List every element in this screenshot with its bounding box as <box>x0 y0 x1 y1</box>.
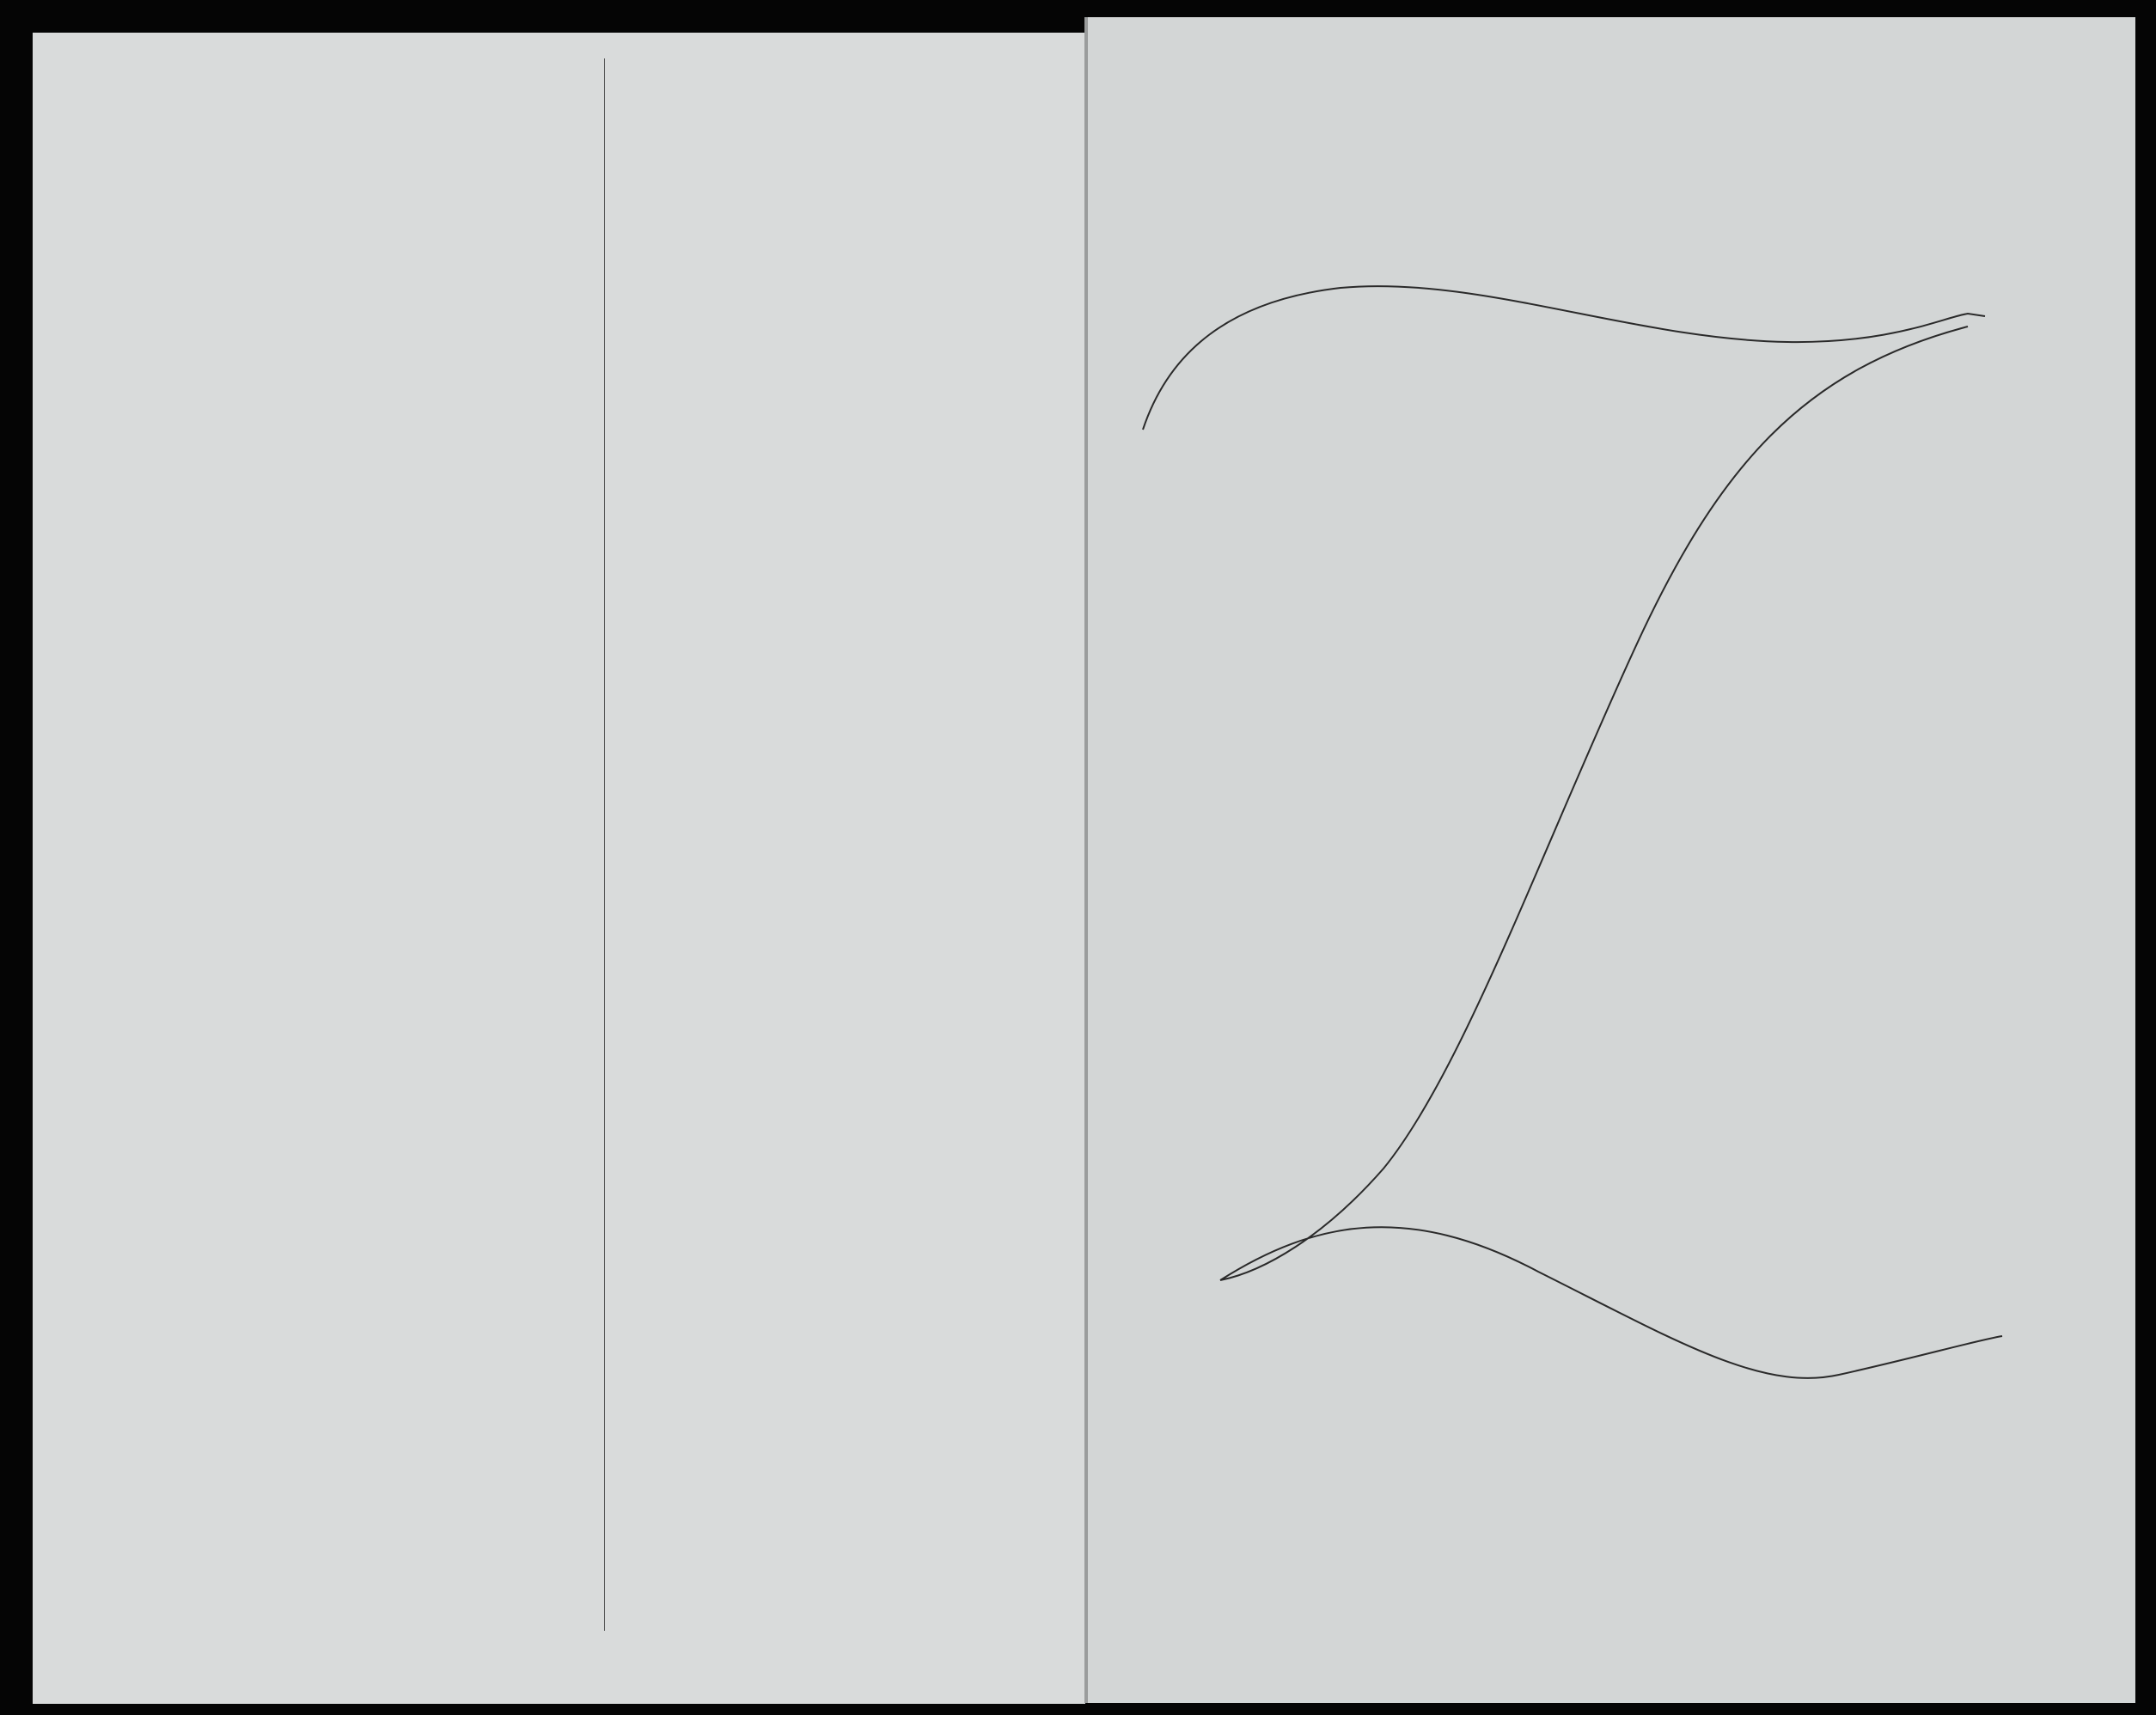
cancellation-stroke <box>1143 286 2002 1378</box>
